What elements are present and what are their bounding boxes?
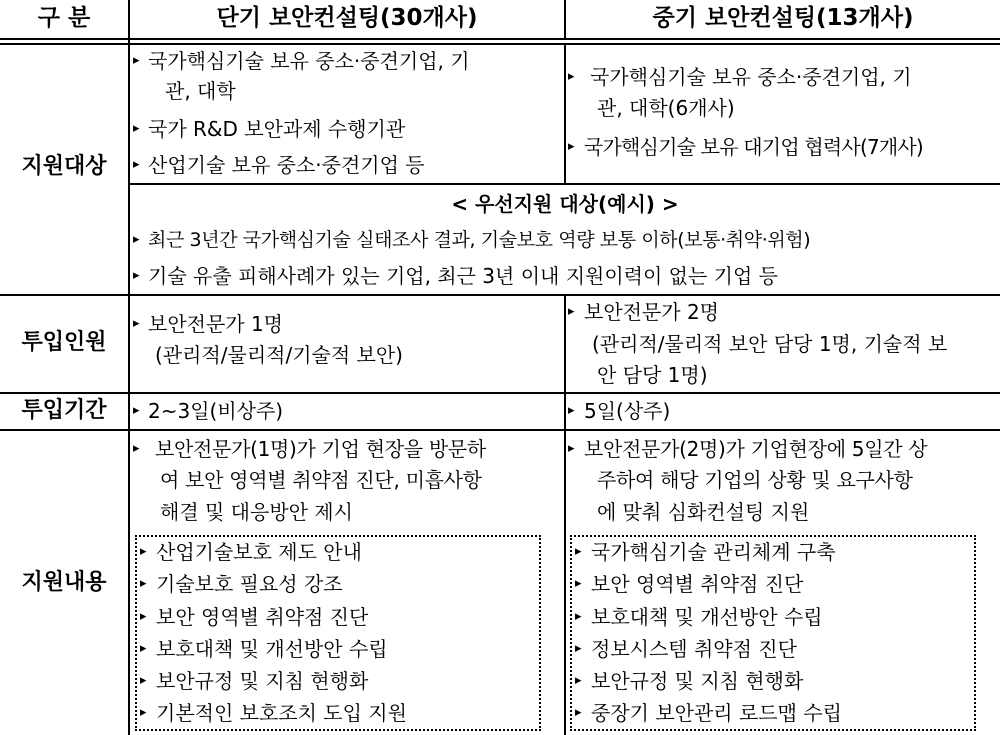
priority-title: < 우선지원 대상(예시) > (451, 192, 679, 216)
header-category: 구 분 (37, 5, 91, 31)
target-mid-line: 관, 대학(6개사) (597, 96, 735, 120)
target-short-line: 산업기술 보유 중소·중견기업 등 (148, 153, 425, 177)
content-short-intro: 보안전문가(1명)가 기업 현장을 방문하 (155, 437, 486, 461)
bullet-icon: ▸ (575, 641, 582, 656)
bullet-icon: ▸ (140, 609, 147, 624)
content-short-intro: 해결 및 대응방안 제시 (160, 500, 353, 524)
bullet-icon: ▸ (568, 441, 575, 456)
bullet-icon: ▸ (133, 316, 140, 331)
bullet-icon: ▸ (568, 139, 575, 154)
mid-support-item: 정보시스템 취약점 진단 (591, 637, 797, 661)
bullet-icon: ▸ (140, 641, 147, 656)
short-support-item: 보호대책 및 개선방안 수립 (156, 637, 388, 661)
target-short-line: 관, 대학 (165, 79, 236, 103)
header-short-term: 단기 보안컨설팅(30개사) (216, 5, 478, 31)
staff-mid-line: (관리적/물리적 보안 담당 1명, 기술적 보 (592, 332, 948, 356)
bullet-icon: ▸ (133, 232, 140, 247)
mid-support-item: 보안 영역별 취약점 진단 (591, 572, 804, 596)
mid-support-item: 중장기 보안관리 로드맵 수립 (591, 701, 842, 725)
mid-support-item: 국가핵심기술 관리체계 구축 (591, 540, 836, 564)
content-mid-intro: 주하여 해당 기업의 상황 및 요구사항 (597, 468, 913, 492)
header-mid-term: 중기 보안컨설팅(13개사) (652, 5, 914, 31)
bullet-icon: ▸ (133, 441, 140, 456)
bullet-icon: ▸ (140, 544, 147, 559)
bullet-icon: ▸ (575, 705, 582, 720)
priority-item: 최근 3년간 국가핵심기술 실태조사 결과, 기술보호 역량 보통 이하(보통·취약·위험) (148, 229, 811, 251)
mid-support-item: 보안규정 및 지침 현행화 (591, 669, 804, 693)
staff-short-line: (관리적/물리적/기술적 보안) (155, 343, 403, 367)
short-support-item: 기술보호 필요성 강조 (156, 572, 343, 596)
staff-mid-line: 보안전문가 2명 (584, 300, 720, 324)
bullet-icon: ▸ (133, 121, 140, 136)
mid-support-item: 보호대책 및 개선방안 수립 (591, 605, 823, 629)
header-divider-bottom (0, 43, 1000, 45)
bullet-icon: ▸ (140, 673, 147, 688)
bullet-icon: ▸ (133, 53, 140, 68)
row-divider-3 (0, 429, 1000, 431)
row-label-target: 지원대상 (21, 154, 107, 179)
bullet-icon: ▸ (568, 304, 575, 319)
target-mid-line: 국가핵심기술 보유 중소·중견기업, 기 (590, 65, 912, 89)
row-divider-2 (0, 392, 1000, 394)
priority-item: 기술 유출 피해사례가 있는 기업, 최근 3년 이내 지원이력이 없는 기업 등 (148, 264, 778, 288)
bullet-icon: ▸ (568, 69, 575, 84)
col-divider-2-target (564, 45, 566, 183)
col-divider-1 (128, 0, 130, 735)
bullet-icon: ▸ (133, 157, 140, 172)
short-support-item: 기본적인 보호조치 도입 지원 (156, 701, 407, 725)
short-support-item: 산업기술보호 제도 안내 (156, 540, 362, 564)
row-label-period: 투입기간 (21, 398, 107, 423)
bullet-icon: ▸ (133, 268, 140, 283)
row-label-content: 지원내용 (21, 570, 107, 595)
bullet-icon: ▸ (575, 609, 582, 624)
row-divider-1 (0, 294, 1000, 296)
staff-short-line: 보안전문가 1명 (148, 312, 284, 336)
bullet-icon: ▸ (575, 544, 582, 559)
bullet-icon: ▸ (140, 576, 147, 591)
priority-divider (128, 183, 1000, 185)
header-divider-top (0, 38, 1000, 40)
bullet-icon: ▸ (140, 705, 147, 720)
period-short: 2~3일(비상주) (148, 399, 284, 423)
bullet-icon: ▸ (575, 576, 582, 591)
bullet-icon: ▸ (133, 403, 140, 418)
content-mid-intro: 에 맞춰 심화컨설팅 지원 (597, 500, 810, 524)
staff-mid-line: 안 담당 1명) (597, 363, 708, 387)
target-mid-line: 국가핵심기술 보유 대기업 협력사(7개사) (584, 135, 923, 159)
row-label-staff: 투입인원 (21, 330, 107, 355)
period-mid: 5일(상주) (584, 399, 671, 423)
col-divider-2-lower (564, 295, 566, 735)
content-mid-intro: 보안전문가(2명)가 기업현장에 5일간 상 (584, 437, 928, 461)
bullet-icon: ▸ (568, 403, 575, 418)
target-short-line: 국가 R&D 보안과제 수행기관 (148, 117, 406, 141)
bullet-icon: ▸ (575, 673, 582, 688)
short-support-item: 보안규정 및 지침 현행화 (156, 669, 369, 693)
content-short-intro: 여 보안 영역별 취약점 진단, 미흡사항 (160, 468, 482, 492)
short-support-item: 보안 영역별 취약점 진단 (156, 605, 369, 629)
target-short-line: 국가핵심기술 보유 중소·중견기업, 기 (148, 49, 470, 73)
